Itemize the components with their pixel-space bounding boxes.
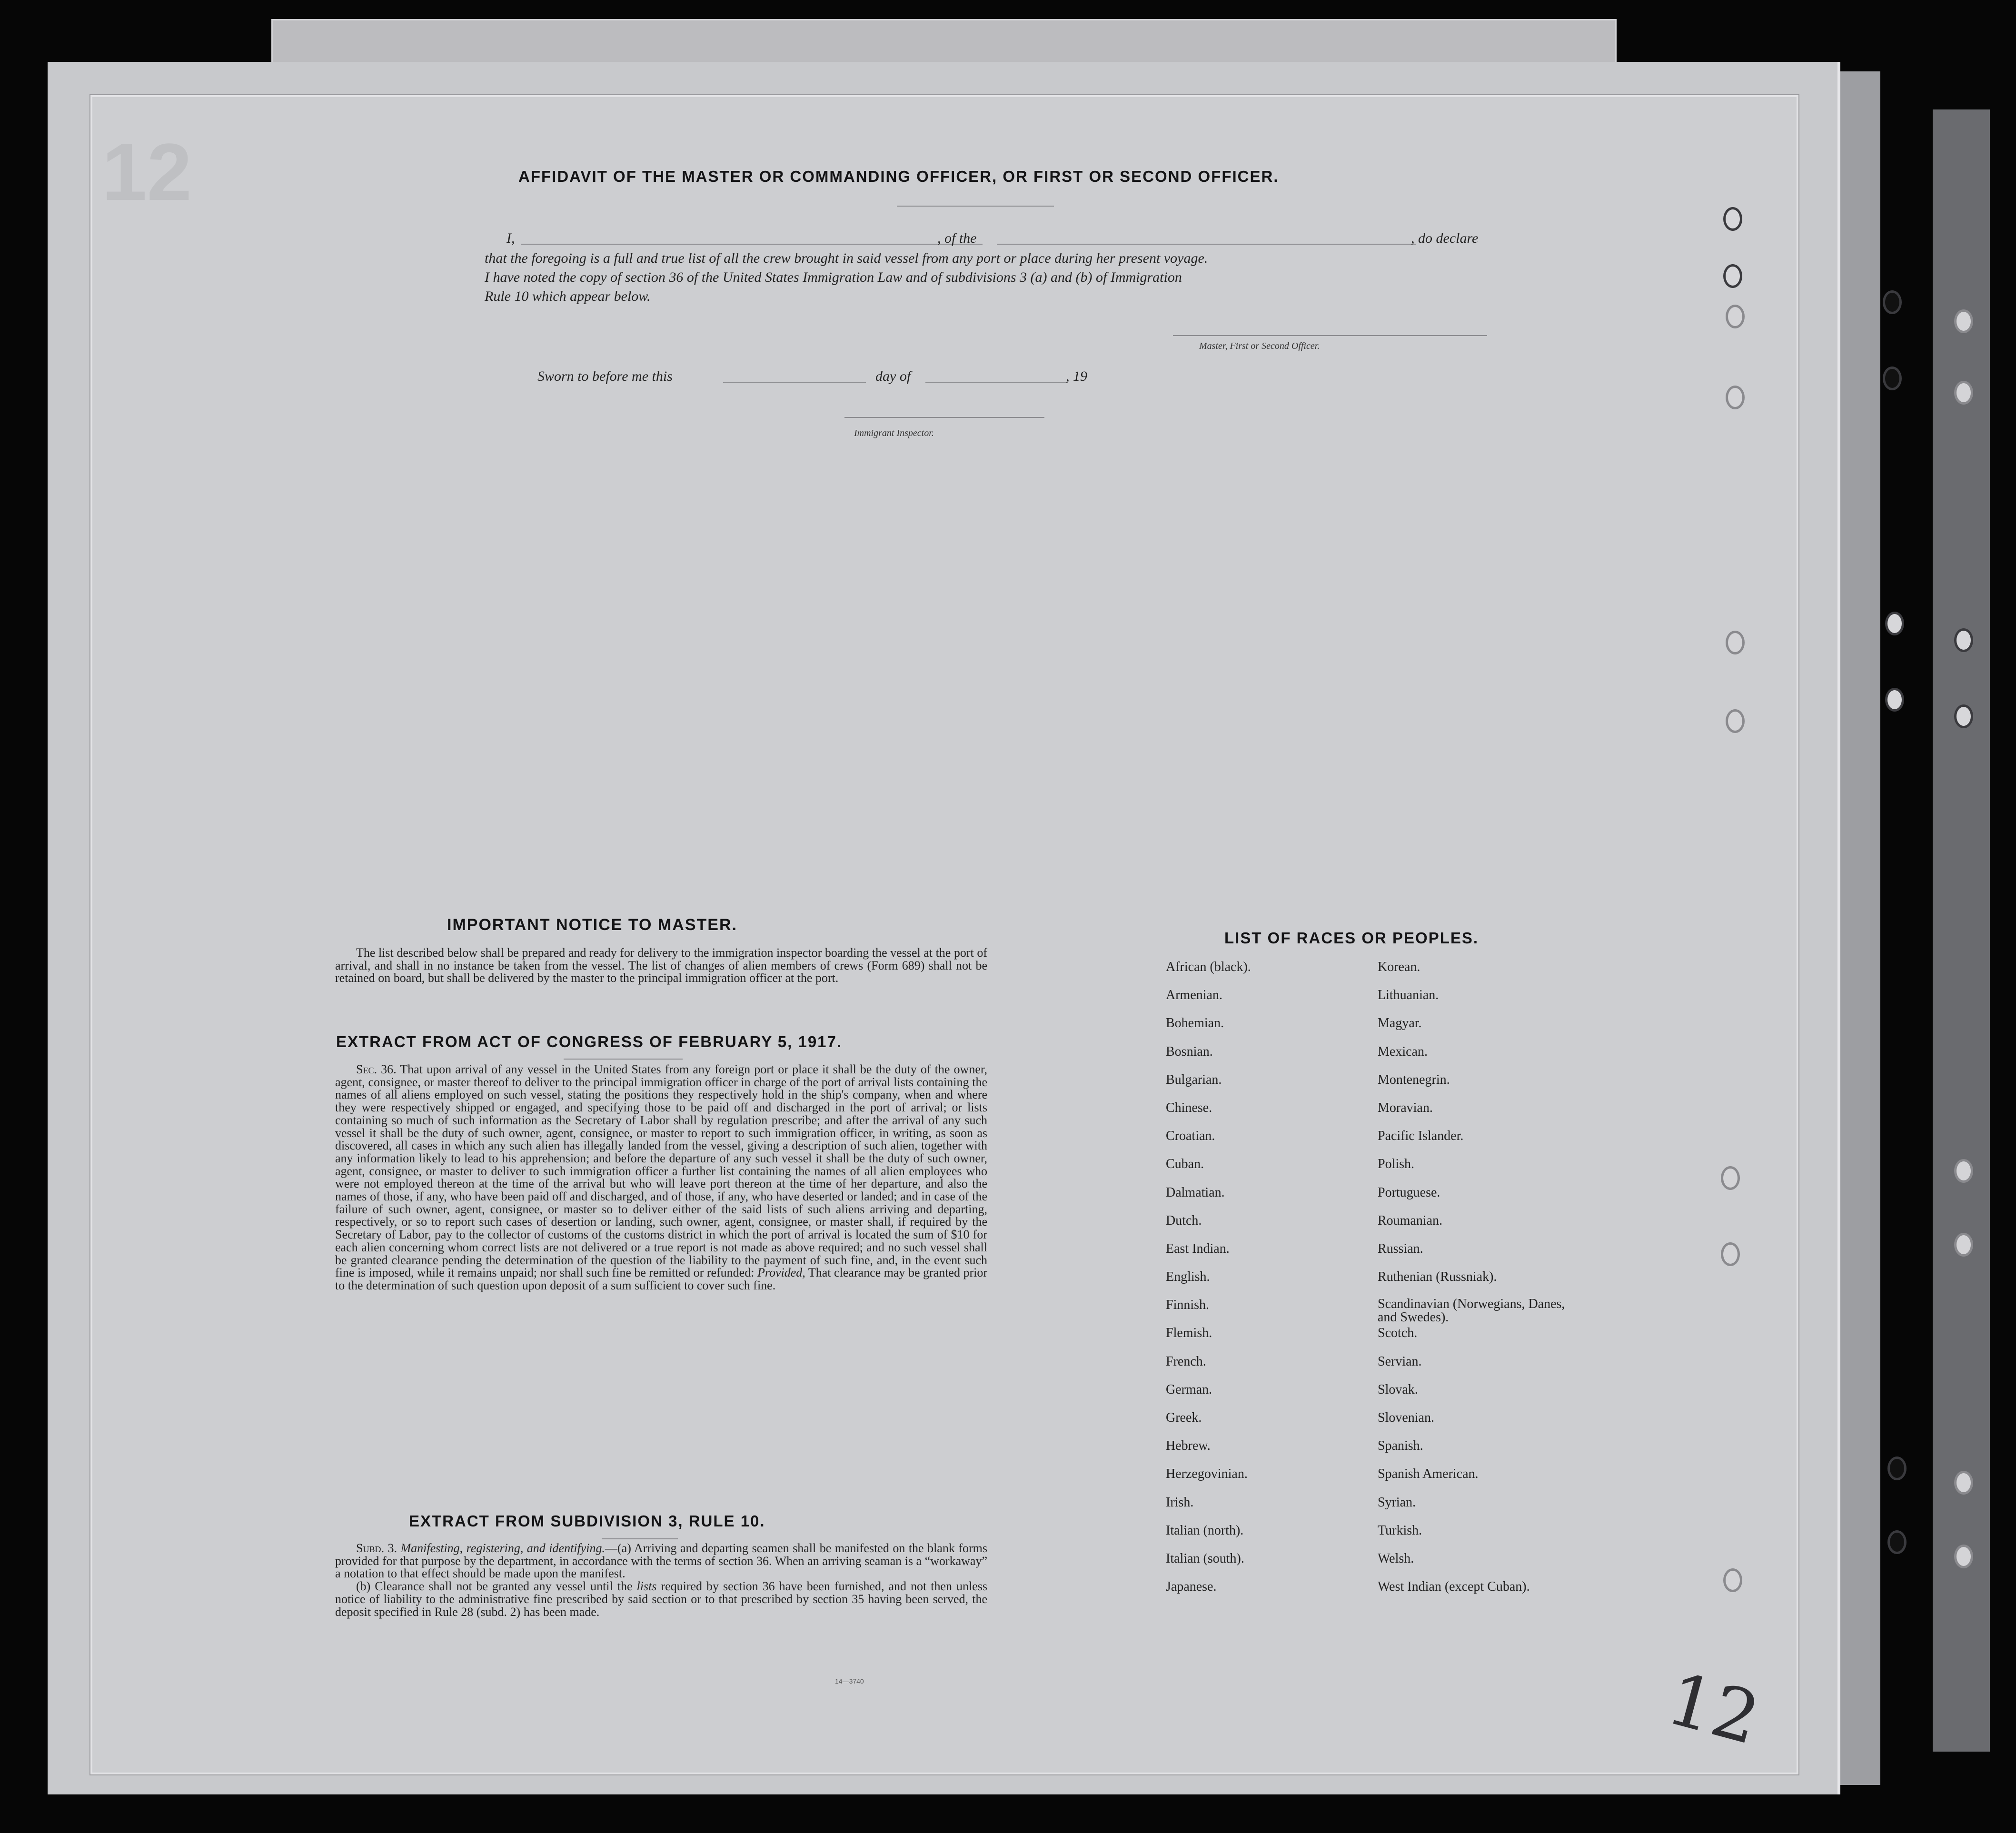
binder-ring-icon <box>1726 631 1745 654</box>
extract-act-rule <box>564 1059 683 1060</box>
sec-36-text-end: That clearance may be granted prior to the determination of such question upon deposit of a sum sufficient to cover such fine. <box>335 1266 988 1292</box>
extract-rule-rule <box>602 1538 678 1539</box>
race-entry: Korean. <box>1378 960 1420 974</box>
subd-para-b-lists: lists <box>636 1579 657 1594</box>
subd-heading: Manifesting, registering, and identifying. <box>400 1541 606 1555</box>
race-entry: Syrian. <box>1378 1495 1416 1510</box>
binder-ring-icon <box>1721 1166 1740 1190</box>
binder-ring-icon <box>1954 309 1973 333</box>
subd-para-a: —(a) Arriving and departing seamen shall be manifested on the blank forms provided for that purpose by the department, in accordance with the terms of section 36. When an arriving seaman is a “workaway” a notation to that effect should be made upon the manifest. <box>335 1541 987 1581</box>
notice-body <box>335 947 987 985</box>
binder-ring-icon <box>1723 207 1742 231</box>
race-entry: Mexican. <box>1378 1044 1428 1059</box>
binder-ring-icon <box>1726 305 1745 328</box>
race-entry: Herzegovinian. <box>1166 1466 1248 1482</box>
race-entry: German. <box>1166 1382 1212 1397</box>
race-entry: Bosnian. <box>1166 1044 1213 1059</box>
race-entry: Greek. <box>1166 1410 1202 1425</box>
race-entry: Cuban. <box>1166 1157 1204 1172</box>
affidavit-line-2: that the foregoing is a full and true list of all the crew brought in said vessel from any port or place during her present voyage. <box>485 250 1208 266</box>
race-entry: English. <box>1166 1269 1210 1285</box>
races-right-column <box>1378 960 1578 1607</box>
binder-ring-icon <box>1887 1530 1907 1554</box>
subd-para-b-rest: required by section 36 have been furnished, and not then unless notice of liability to the administrative fine prescribed by said section or to that prescribed by section 35 having been served, the deposit specified in Rule 28 (subd. 2) has been made. <box>335 1579 988 1619</box>
races-left-column <box>1166 960 1251 1607</box>
affidavit-line-3: I have noted the copy of section 36 of the United States Immigration Law and of subdivisions 3 (a) and (b) of Immigration <box>485 269 1182 285</box>
binder-ring-icon <box>1954 381 1973 405</box>
handwritten-sheet-number: 12 <box>1658 1657 1768 1761</box>
extract-rule-title: EXTRACT FROM SUBDIVISION 3, RULE 10. <box>409 1512 765 1530</box>
affidavit-line-4: Rule 10 which appear below. <box>485 288 651 304</box>
race-entry: Irish. <box>1166 1495 1194 1510</box>
race-entry: Moravian. <box>1378 1100 1433 1115</box>
race-entry: Servian. <box>1378 1354 1422 1369</box>
vessel-blank <box>997 244 1416 245</box>
extract-rule-body <box>335 1542 987 1618</box>
binder-ring-icon <box>1723 1568 1742 1592</box>
sworn-year: , 19 <box>1066 368 1087 384</box>
binder-ring-icon <box>1954 628 1973 652</box>
race-entry: Croatian. <box>1166 1129 1215 1144</box>
race-entry: Italian (south). <box>1166 1551 1244 1566</box>
race-entry: Welsh. <box>1378 1551 1414 1566</box>
affidavit-line-of-the: , of the <box>937 230 977 246</box>
race-entry: Roumanian. <box>1378 1213 1443 1228</box>
race-entry: Bohemian. <box>1166 1016 1224 1031</box>
affidavit-title-rule <box>897 206 1054 207</box>
race-entry: Finnish. <box>1166 1298 1210 1313</box>
race-entry: Slovak. <box>1378 1382 1418 1397</box>
back-sheet-right-edge <box>1933 109 1990 1752</box>
binder-ring-icon <box>1954 1545 1973 1568</box>
sworn-month-blank <box>925 382 1068 383</box>
race-entry: Scandinavian (Norwegians, Danes, and Swedes). <box>1378 1297 1565 1325</box>
race-entry: Scotch. <box>1378 1326 1418 1341</box>
binder-ring-icon <box>1954 1233 1973 1257</box>
form-code: 14—3740 <box>835 1677 864 1685</box>
race-entry: French. <box>1166 1354 1206 1369</box>
race-entry: Flemish. <box>1166 1326 1212 1341</box>
race-entry: Armenian. <box>1166 988 1222 1003</box>
binder-ring-icon <box>1726 386 1745 409</box>
race-entry: Pacific Islander. <box>1378 1129 1464 1144</box>
binder-ring-icon <box>1954 1471 1973 1495</box>
race-entry: Lithuanian. <box>1378 988 1439 1003</box>
provided-word: Provided, <box>757 1266 805 1280</box>
master-signature-label: Master, First or Second Officer. <box>1199 341 1320 351</box>
race-entry: Dalmatian. <box>1166 1185 1225 1200</box>
binder-ring-icon <box>1723 264 1742 288</box>
sec-label: Sec. 36. <box>356 1062 397 1076</box>
race-entry: East Indian. <box>1166 1241 1230 1256</box>
race-entry: Russian. <box>1378 1241 1423 1256</box>
race-entry: Bulgarian. <box>1166 1072 1222 1087</box>
binder-ring-icon <box>1885 612 1904 635</box>
race-entry: Turkish. <box>1378 1523 1422 1538</box>
race-entry: Italian (north). <box>1166 1523 1244 1538</box>
notice-title: IMPORTANT NOTICE TO MASTER. <box>447 916 737 934</box>
sworn-prefix: Sworn to before me this <box>537 368 673 384</box>
race-entry: Polish. <box>1378 1157 1415 1172</box>
race-entry: Dutch. <box>1166 1213 1202 1228</box>
sworn-day-of: day of <box>875 368 911 384</box>
binder-ring-icon <box>1885 688 1904 712</box>
binder-ring-icon <box>1883 367 1902 390</box>
race-entry: African (black). <box>1166 960 1251 974</box>
race-entry: West Indian (except Cuban). <box>1378 1579 1530 1595</box>
races-title: LIST OF RACES OR PEOPLES. <box>1224 929 1479 947</box>
sheet-number-bleedthrough: 12 <box>102 127 192 218</box>
sec-36-text: That upon arrival of any vessel in the United States from any foreign port or place it shall be the duty of the owner, agent, consignee, or master thereof to deliver to the principal immigration officer in charge of the port of arrival lists containing the names of all aliens employed on such vessel, stating the positions they respectively hold in the ship's company, when and where they were respectively shipped or engaged, and specifying those to be paid off and discharged in the port of arrival; or lists containing so much of such information as the Secretary of Labor shall by regulation prescribe; and after the arrival of any such vessel it shall be the duty of such owner, agent, consignee, or master to report to such immigration officer, in writing, as soon as discovered, all cases in which any such alien has illegally landed from the vessel, giving a description of such alien, together with any information likely to lead to his apprehension; and before the departure of any such vessel it shall be the duty of such owner, agent, consignee, or master to deliver to such immigration officer a further list containing the names of all alien employees who were not employed thereon at the time of the arrival but who will leave port thereon at the time of her departure, and also the names of those, if any, who have been paid off and discharged, and of those, if any, who have deserted or landed; and in case of the failure of such owner, agent, consignee, or master so to deliver either of the said lists of such aliens arriving and departing, respectively, or so to report such cases of desertion or landing, such owner, agent, consignee, or master shall, if required by the Secretary of Labor, pay to the collector of customs of the customs district in which the port of arrival is located the sum of $10 for each alien concerning whom correct lists are not delivered or a true report is not made as above required; and no such vessel shall be granted clearance pending the determination of the question of the liability to the payment of such fine, and, in the event such fine is imposed, while it remains unpaid; nor shall such fine be remitted or refunded: <box>335 1062 987 1280</box>
binder-ring-icon <box>1721 1242 1740 1266</box>
race-entry: Spanish American. <box>1378 1466 1479 1482</box>
binder-ring-icon <box>1887 1456 1907 1480</box>
race-entry: Chinese. <box>1166 1100 1212 1115</box>
subd-para-b-prefix: (b) Clearance shall not be granted any vessel until the <box>356 1579 633 1594</box>
extract-act-body <box>335 1063 987 1292</box>
notice-paragraph: The list described below shall be prepared and ready for delivery to the immigration inspector boarding the vessel at the port of arrival, and shall in no instance be taken from the vessel. The list of changes of alien members of crews (Form 689) shall not be retained on board, but shall be delivered by the master to the principal immigration officer at the port. <box>335 946 987 985</box>
race-entry: Japanese. <box>1166 1579 1217 1595</box>
subd-label: Subd. 3. <box>356 1541 397 1555</box>
extract-act-title: EXTRACT FROM ACT OF CONGRESS OF FEBRUARY 5, 1917. <box>336 1033 843 1050</box>
name-blank <box>521 244 983 245</box>
affidavit-line-i: I, <box>506 230 515 246</box>
inspector-label: Immigrant Inspector. <box>854 428 934 438</box>
binder-ring-icon <box>1954 704 1973 728</box>
binder-ring-icon <box>1883 290 1902 314</box>
race-entry: Magyar. <box>1378 1016 1422 1031</box>
race-entry: Montenegrin. <box>1378 1072 1450 1087</box>
document-page <box>90 95 1798 1774</box>
race-entry: Spanish. <box>1378 1438 1423 1454</box>
affidavit-title: AFFIDAVIT OF THE MASTER OR COMMANDING OFFICER, OR FIRST OR SECOND OFFICER. <box>518 168 1279 185</box>
affidavit-line-do-declare: , do declare <box>1411 230 1479 246</box>
race-entry: Slovenian. <box>1378 1410 1434 1425</box>
master-signature-line <box>1173 335 1487 336</box>
binder-ring-icon <box>1726 709 1745 733</box>
race-entry: Ruthenian (Russniak). <box>1378 1269 1497 1285</box>
race-entry: Hebrew. <box>1166 1438 1211 1454</box>
race-entry: Portuguese. <box>1378 1185 1440 1200</box>
binder-ring-icon <box>1954 1159 1973 1183</box>
inspector-signature-line <box>844 417 1044 418</box>
sworn-date-blank <box>723 382 866 383</box>
